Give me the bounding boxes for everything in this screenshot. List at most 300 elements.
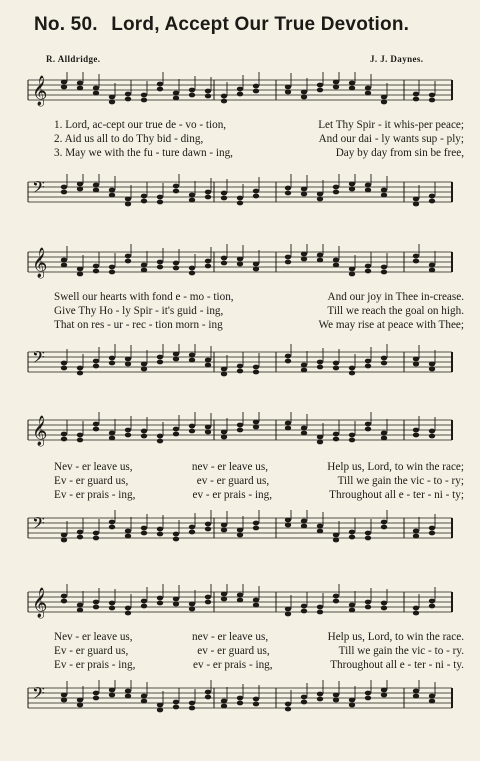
note-head xyxy=(333,599,339,604)
note-head xyxy=(253,194,259,199)
lyrics-block xyxy=(54,460,464,502)
note-head xyxy=(381,100,387,105)
lyric-line xyxy=(54,318,464,332)
note-head xyxy=(333,85,339,90)
lyric-line xyxy=(54,474,464,488)
note-head xyxy=(317,253,323,258)
treble-staff xyxy=(24,412,456,452)
note-head xyxy=(317,365,323,370)
lyric-line xyxy=(54,290,464,304)
note-head xyxy=(349,182,355,187)
note-head xyxy=(429,268,435,273)
note-head xyxy=(221,256,227,261)
note-head xyxy=(301,95,307,100)
lyric-phrase: That on res - ur - rec - tion morn - ing xyxy=(54,319,223,331)
note-head xyxy=(221,94,227,99)
note-head xyxy=(221,597,227,602)
note-head xyxy=(349,603,355,608)
note-head xyxy=(365,183,371,188)
note-head xyxy=(173,537,179,542)
note-head xyxy=(349,535,355,540)
note-head xyxy=(205,358,211,363)
lyric-line xyxy=(54,132,464,146)
note-head xyxy=(189,602,195,607)
lyric-phrase: Give Thy Ho - ly Spir - it's guid - ing, xyxy=(54,305,224,317)
note-head xyxy=(93,183,99,188)
note-head xyxy=(221,523,227,528)
note-head xyxy=(77,535,83,540)
note-head xyxy=(205,195,211,200)
lyric-line xyxy=(54,118,464,132)
note-head xyxy=(189,193,195,198)
note-head xyxy=(349,371,355,376)
note-head xyxy=(125,92,131,97)
note-head xyxy=(253,262,259,267)
note-head xyxy=(381,265,387,270)
note-head xyxy=(301,90,307,95)
note-head xyxy=(413,259,419,264)
note-head xyxy=(333,80,339,85)
note-head xyxy=(253,420,259,425)
lyric-phrase: Swell our hearts with fond e - mo - tion, xyxy=(54,291,234,303)
note-head xyxy=(141,526,147,531)
note-head xyxy=(93,696,99,701)
note-head xyxy=(125,694,131,699)
note-head xyxy=(141,263,147,268)
lyric-phrase: Day by day from sin be free, xyxy=(335,147,464,159)
lyric-phrase: Till we gain the vic - to - ry; xyxy=(337,475,464,487)
note-head xyxy=(333,361,339,366)
note-head xyxy=(61,437,67,442)
note-head xyxy=(285,523,291,528)
note-head xyxy=(285,426,291,431)
note-head xyxy=(349,703,355,708)
note-head xyxy=(189,525,195,530)
note-head xyxy=(93,359,99,364)
treble-staff xyxy=(24,244,456,284)
author-credit: R. Alldridge. xyxy=(46,54,101,64)
note-head xyxy=(333,258,339,263)
note-head xyxy=(109,525,115,530)
note-head xyxy=(109,270,115,275)
note-head xyxy=(237,528,243,533)
note-head xyxy=(189,198,195,203)
note-head xyxy=(301,519,307,524)
lyric-line xyxy=(54,146,464,160)
note-head xyxy=(381,606,387,611)
note-head xyxy=(93,422,99,427)
note-head xyxy=(205,89,211,94)
note-head xyxy=(237,196,243,201)
music-system-1 xyxy=(24,64,464,224)
note-head xyxy=(429,429,435,434)
note-head xyxy=(109,188,115,193)
note-head xyxy=(109,436,115,441)
note-head xyxy=(317,692,323,697)
note-head xyxy=(141,194,147,199)
note-head xyxy=(77,433,83,438)
note-head xyxy=(125,259,131,264)
note-head xyxy=(221,704,227,709)
note-head xyxy=(61,366,67,371)
lyric-phrase: Ev - er prais - ing, xyxy=(54,489,136,501)
note-head xyxy=(157,703,163,708)
note-head xyxy=(365,86,371,91)
note-head xyxy=(253,521,259,526)
note-head xyxy=(173,352,179,357)
hymn-title-row xyxy=(34,14,474,36)
note-head xyxy=(77,272,83,277)
note-head xyxy=(317,440,323,445)
note-head xyxy=(77,438,83,443)
note-head xyxy=(253,598,259,603)
note-head xyxy=(301,187,307,192)
note-head xyxy=(349,187,355,192)
note-head xyxy=(77,187,83,192)
note-head xyxy=(381,601,387,606)
note-head xyxy=(237,257,243,262)
note-head xyxy=(77,267,83,272)
note-head xyxy=(429,98,435,103)
lyric-phrase: ev - er prais - ing, xyxy=(193,659,273,671)
note-head xyxy=(365,364,371,369)
lyric-phrase: Throughout all e - ter - ni - ty. xyxy=(330,659,464,671)
lyric-phrase: 3. May we with the fu - ture dawn - ing, xyxy=(54,147,233,159)
bass-staff xyxy=(24,344,456,384)
note-head xyxy=(109,95,115,100)
note-head xyxy=(285,607,291,612)
note-head xyxy=(221,191,227,196)
note-head xyxy=(61,263,67,268)
note-head xyxy=(285,359,291,364)
lyric-phrase: Nev - er leave us, xyxy=(54,461,133,473)
note-head xyxy=(237,428,243,433)
note-head xyxy=(189,530,195,535)
music-system-3 xyxy=(24,408,464,568)
note-head xyxy=(93,427,99,432)
note-head xyxy=(349,530,355,535)
note-head xyxy=(429,599,435,604)
note-head xyxy=(61,190,67,195)
note-head xyxy=(365,427,371,432)
note-head xyxy=(173,266,179,271)
note-head xyxy=(125,428,131,433)
lyric-phrase: Help us, Lord, to win the race. xyxy=(327,631,464,643)
note-head xyxy=(141,199,147,204)
note-head xyxy=(365,600,371,605)
note-head xyxy=(157,87,163,92)
note-head xyxy=(61,698,67,703)
note-head xyxy=(93,86,99,91)
note-head xyxy=(109,356,115,361)
note-head xyxy=(413,694,419,699)
note-head xyxy=(333,366,339,371)
treble-staff xyxy=(24,584,456,624)
note-head xyxy=(173,96,179,101)
note-head xyxy=(173,427,179,432)
lyric-phrase: We may rise at peace with Thee; xyxy=(318,319,464,331)
note-head xyxy=(205,595,211,600)
note-head xyxy=(381,95,387,100)
note-head xyxy=(77,366,83,371)
note-head xyxy=(109,431,115,436)
note-head xyxy=(205,430,211,435)
note-head xyxy=(237,262,243,267)
note-head xyxy=(141,429,147,434)
note-head xyxy=(413,689,419,694)
note-head xyxy=(61,361,67,366)
note-head xyxy=(61,85,67,90)
note-head xyxy=(285,518,291,523)
note-head xyxy=(157,708,163,713)
note-head xyxy=(189,607,195,612)
note-head xyxy=(77,81,83,86)
note-head xyxy=(125,197,131,202)
note-head xyxy=(93,691,99,696)
note-head xyxy=(109,693,115,698)
note-head xyxy=(125,357,131,362)
note-head xyxy=(317,360,323,365)
note-head xyxy=(253,526,259,531)
note-head xyxy=(205,190,211,195)
note-head xyxy=(333,533,339,538)
note-head xyxy=(365,536,371,541)
note-head xyxy=(317,258,323,263)
note-head xyxy=(381,520,387,525)
note-head xyxy=(349,438,355,443)
note-head xyxy=(109,606,115,611)
note-head xyxy=(429,199,435,204)
note-head xyxy=(317,610,323,615)
note-head xyxy=(189,358,195,363)
note-head xyxy=(221,699,227,704)
note-head xyxy=(141,268,147,273)
note-head xyxy=(205,94,211,99)
note-head xyxy=(157,82,163,87)
note-head xyxy=(285,702,291,707)
note-head xyxy=(173,602,179,607)
note-head xyxy=(253,189,259,194)
note-head xyxy=(349,366,355,371)
note-head xyxy=(93,531,99,536)
note-head xyxy=(237,598,243,603)
lyric-phrase: ev - er guard us, xyxy=(196,475,270,487)
note-head xyxy=(61,80,67,85)
note-head xyxy=(253,697,259,702)
note-head xyxy=(157,601,163,606)
note-head xyxy=(205,600,211,605)
note-head xyxy=(381,188,387,193)
lyric-phrase: ev - er guard us, xyxy=(197,645,270,657)
note-head xyxy=(205,259,211,264)
lyric-line xyxy=(54,658,464,672)
note-head xyxy=(61,258,67,263)
note-head xyxy=(173,597,179,602)
note-head xyxy=(301,524,307,529)
note-head xyxy=(221,99,227,104)
note-head xyxy=(413,606,419,611)
note-head xyxy=(61,538,67,543)
note-head xyxy=(429,93,435,98)
note-head xyxy=(125,433,131,438)
note-head xyxy=(413,534,419,539)
note-head xyxy=(301,363,307,368)
note-head xyxy=(221,430,227,435)
bass-clef-icon: 𝄢 xyxy=(32,177,45,201)
note-head xyxy=(333,698,339,703)
note-head xyxy=(317,524,323,529)
note-head xyxy=(253,267,259,272)
note-head xyxy=(237,423,243,428)
note-head xyxy=(381,356,387,361)
note-head xyxy=(173,184,179,189)
note-head xyxy=(413,611,419,616)
note-head xyxy=(221,435,227,440)
note-head xyxy=(61,432,67,437)
note-head xyxy=(429,531,435,536)
note-head xyxy=(349,608,355,613)
note-head xyxy=(237,696,243,701)
note-head xyxy=(141,93,147,98)
note-head xyxy=(141,434,147,439)
treble-staff xyxy=(24,72,456,112)
note-head xyxy=(157,200,163,205)
note-head xyxy=(189,429,195,434)
note-head xyxy=(93,605,99,610)
note-head xyxy=(77,86,83,91)
note-head xyxy=(253,365,259,370)
note-head xyxy=(317,435,323,440)
note-head xyxy=(429,367,435,372)
lyric-line xyxy=(54,460,464,474)
lyric-phrase: Help us, Lord, to win the race; xyxy=(327,461,464,473)
note-head xyxy=(109,193,115,198)
note-head xyxy=(125,689,131,694)
note-head xyxy=(301,604,307,609)
lyric-phrase: Till we gain the vic - to - ry. xyxy=(338,645,464,657)
lyric-line xyxy=(54,304,464,318)
bass-staff xyxy=(24,680,456,720)
note-head xyxy=(381,193,387,198)
note-head xyxy=(237,369,243,374)
note-head xyxy=(333,185,339,190)
note-head xyxy=(205,425,211,430)
note-head xyxy=(317,529,323,534)
note-head xyxy=(61,185,67,190)
note-head xyxy=(349,86,355,91)
note-head xyxy=(317,197,323,202)
note-head xyxy=(413,92,419,97)
note-head xyxy=(109,520,115,525)
lyric-phrase: And our joy in Thee in-crease. xyxy=(327,291,464,303)
note-head xyxy=(237,87,243,92)
note-head xyxy=(237,533,243,538)
note-head xyxy=(221,372,227,377)
note-head xyxy=(205,363,211,368)
treble-clef-icon: 𝄞 xyxy=(32,248,48,278)
note-head xyxy=(205,264,211,269)
note-head xyxy=(285,255,291,260)
note-head xyxy=(317,83,323,88)
note-head xyxy=(221,528,227,533)
note-head xyxy=(301,695,307,700)
music-system-4 xyxy=(24,578,464,748)
note-head xyxy=(365,696,371,701)
note-head xyxy=(125,534,131,539)
note-head xyxy=(205,695,211,700)
note-head xyxy=(285,260,291,265)
note-head xyxy=(157,355,163,360)
note-head xyxy=(301,431,307,436)
note-head xyxy=(157,265,163,270)
note-head xyxy=(365,359,371,364)
note-head xyxy=(381,525,387,530)
note-head xyxy=(93,269,99,274)
lyric-line xyxy=(54,488,464,502)
note-head xyxy=(157,439,163,444)
treble-clef-icon: 𝄞 xyxy=(32,588,48,618)
lyric-phrase: Ev - er prais - ing, xyxy=(54,659,136,671)
note-head xyxy=(285,85,291,90)
note-head xyxy=(125,254,131,259)
note-head xyxy=(109,688,115,693)
note-head xyxy=(365,269,371,274)
note-head xyxy=(413,254,419,259)
note-head xyxy=(157,260,163,265)
note-head xyxy=(141,604,147,609)
note-head xyxy=(333,437,339,442)
note-head xyxy=(413,197,419,202)
note-head xyxy=(413,97,419,102)
note-head xyxy=(237,92,243,97)
note-head xyxy=(381,436,387,441)
note-head xyxy=(61,599,67,604)
note-head xyxy=(125,529,131,534)
note-head xyxy=(429,362,435,367)
note-head xyxy=(189,271,195,276)
bass-clef-icon: 𝄢 xyxy=(32,513,45,537)
note-head xyxy=(253,603,259,608)
note-head xyxy=(173,261,179,266)
hymn-title: Lord, Accept Our True Devotion. xyxy=(111,14,410,35)
note-head xyxy=(285,707,291,712)
note-head xyxy=(429,263,435,268)
note-head xyxy=(141,699,147,704)
note-head xyxy=(157,532,163,537)
note-head xyxy=(365,188,371,193)
note-head xyxy=(333,594,339,599)
note-head xyxy=(349,272,355,277)
note-head xyxy=(221,367,227,372)
lyric-line xyxy=(54,644,464,658)
lyrics-block xyxy=(54,630,464,672)
note-head xyxy=(333,263,339,268)
note-head xyxy=(285,612,291,617)
note-head xyxy=(109,100,115,105)
note-head xyxy=(205,690,211,695)
note-head xyxy=(429,694,435,699)
bass-staff xyxy=(24,174,456,214)
lyric-line xyxy=(54,630,464,644)
lyric-phrase: Ev - er guard us, xyxy=(54,645,129,657)
note-head xyxy=(157,434,163,439)
note-head xyxy=(189,701,195,706)
note-head xyxy=(349,698,355,703)
note-head xyxy=(237,701,243,706)
note-head xyxy=(429,604,435,609)
note-head xyxy=(173,432,179,437)
note-head xyxy=(125,606,131,611)
